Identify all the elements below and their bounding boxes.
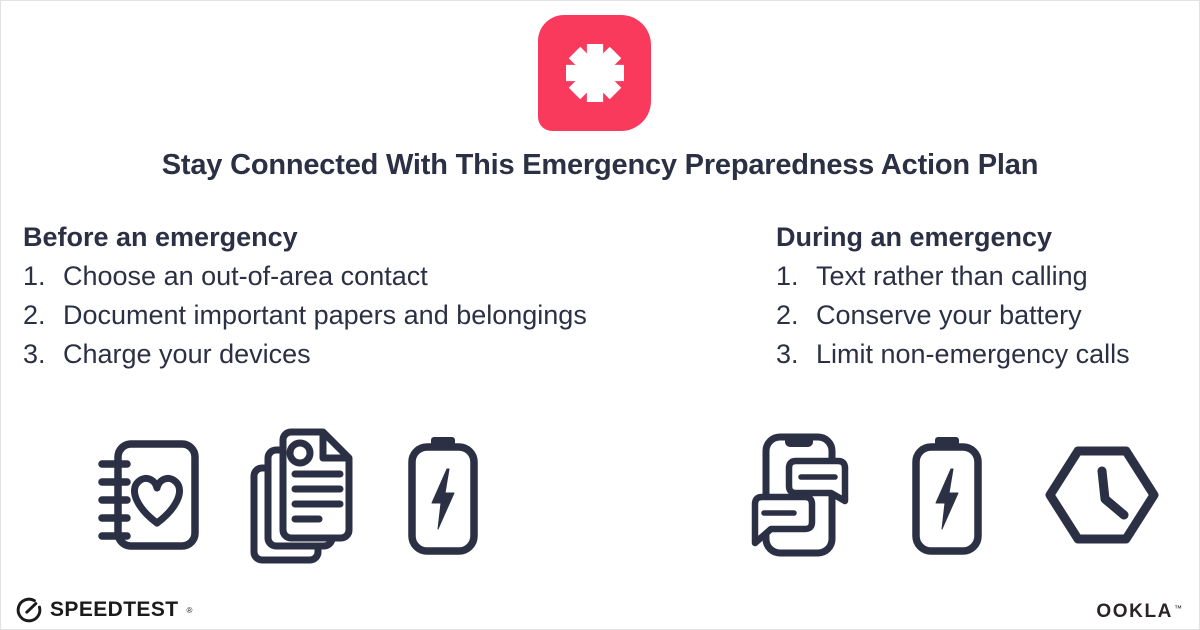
during-emergency-section [776, 222, 1191, 374]
speedtest-gauge-icon [15, 596, 43, 624]
contacts-notebook-icon [97, 439, 199, 551]
battery-charge-icon [405, 435, 481, 555]
asterisk-icon [566, 44, 624, 102]
speedtest-wordmark: SPEEDTEST [50, 598, 179, 621]
clock-icon [1045, 443, 1159, 547]
battery-charge-icon [909, 435, 985, 555]
before-emergency-section [23, 222, 723, 374]
phone-text-messages-icon [749, 433, 849, 557]
important-documents-icon [249, 426, 355, 564]
ookla-wordmark: OOKLA [1096, 601, 1173, 622]
list-item: Choose an out-of-area contact [63, 261, 428, 291]
ookla-logo [1096, 601, 1182, 623]
during-emergency-heading: During an emergency [776, 222, 1053, 252]
list-item: Conserve your battery [816, 300, 1082, 330]
page-title: Stay Connected With This Emergency Preparedness Action Plan [161, 149, 1039, 181]
list-item: Charge your devices [63, 339, 311, 369]
before-icons-row [97, 425, 481, 565]
speedtest-trademark: ® [186, 605, 193, 615]
list-item: Limit non-emergency calls [816, 339, 1130, 369]
before-emergency-heading: Before an emergency [23, 222, 298, 252]
speedtest-logo [15, 596, 192, 624]
list-item: Document important papers and belongings [63, 300, 587, 330]
during-emergency-list [776, 257, 1191, 374]
during-icons-row [749, 425, 1159, 565]
ookla-trademark: ™ [1174, 603, 1182, 613]
list-item: Text rather than calling [816, 261, 1088, 291]
speedtest-asterisk-badge [538, 15, 651, 131]
before-emergency-list [23, 257, 723, 374]
